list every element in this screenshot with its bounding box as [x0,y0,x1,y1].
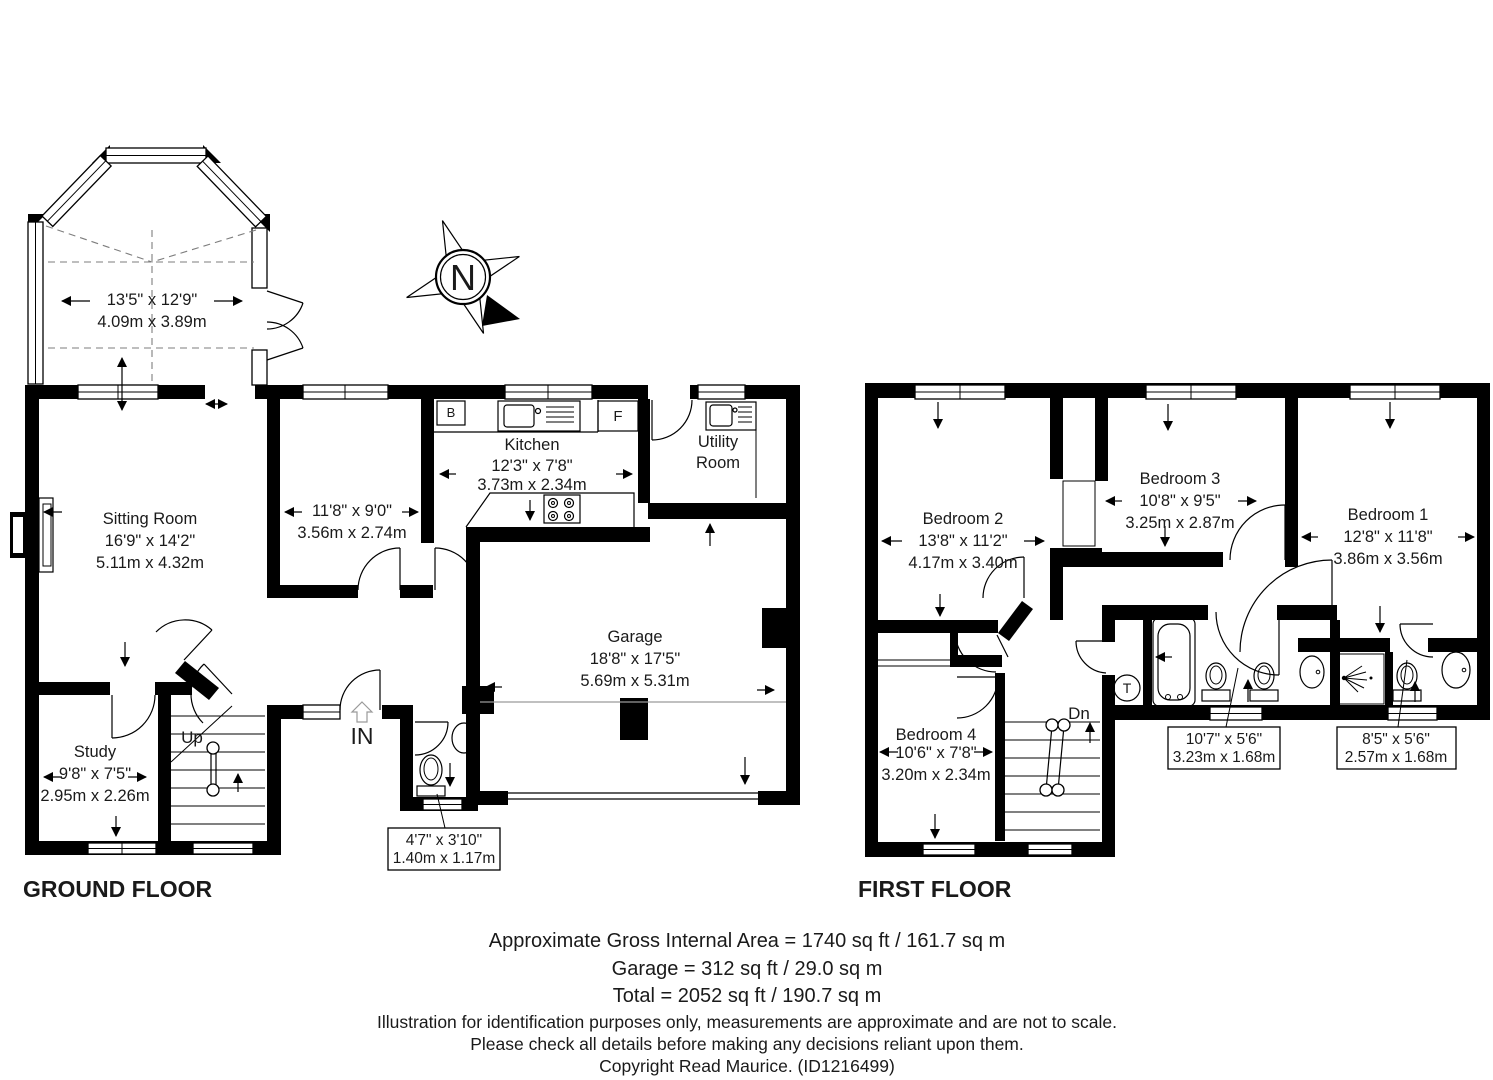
bedroom-4-dims-imperial: 10'6" x 7'8" [895,744,977,762]
garage-dims-imperial: 18'8" x 17'5" [589,650,681,668]
dining-room-dims-metric: 3.56m x 2.74m [297,524,407,542]
entrance-arrow-icon [352,702,372,722]
ensuite-dims-metric: 2.57m x 1.68m [1344,749,1448,766]
compass-north-label: N [450,257,476,298]
dining-room-dims-imperial: 11'8" x 9'0" [311,502,393,520]
first-floor-plan [858,383,1490,902]
utility-room-name-line2: Room [695,454,741,472]
door-icon [358,548,400,590]
bay-window-room [28,145,303,385]
shower-icon [1338,654,1384,704]
bedroom-1-name: Bedroom 1 [1347,506,1429,524]
bedroom-3-name: Bedroom 3 [1139,470,1221,488]
bath-icon [1153,618,1195,706]
bedroom-3-dims-metric: 3.25m x 2.87m [1125,514,1235,532]
bedroom-1-dims-imperial: 12'8" x 11'8" [1343,528,1433,546]
kitchen-dims-imperial: 12'3" x 7'8" [491,457,573,475]
cupboard-door-icon [1076,641,1108,673]
toilet-icon [417,755,445,796]
bay-room-dims-metric: 4.09m x 3.89m [97,313,207,331]
garage-name: Garage [607,628,663,646]
bathroom-dims-metric: 3.23m x 1.68m [1172,749,1276,766]
bedroom-2-dims-imperial: 13'8" x 11'2" [918,532,1008,550]
footer-copyright: Copyright Read Maurice. (ID1216499) [599,1056,895,1076]
north-compass-icon [386,200,540,354]
boiler-label: B [446,405,456,420]
ground-floor-walls [25,385,800,855]
wc-dims-imperial: 4'7" x 3'10" [405,832,483,849]
study-dims-imperial: 9'8" x 7'5" [58,765,132,783]
basin-icon [1300,656,1324,688]
footer-area-line2: Garage = 312 sq ft / 29.0 sq m [611,958,883,980]
bathroom-dims-imperial: 10'7" x 5'6" [1185,731,1263,748]
basin-icon [1442,652,1470,688]
footer-disclaimer-line1: Illustration for identification purposes only, measurements are approximate and are not to scale. [377,1012,1117,1032]
toilet-icon [1202,663,1230,701]
bedroom-2-dims-metric: 4.17m x 3.40m [908,554,1018,572]
study-name: Study [73,743,117,761]
garage-dims-metric: 5.69m x 5.31m [580,672,690,690]
bay-room-dims-imperial: 13'5" x 12'9" [106,291,198,309]
window-icon [252,228,267,288]
bedroom-2-name: Bedroom 2 [922,510,1004,528]
footer-area-line3: Total = 2052 sq ft / 190.7 sq m [612,985,882,1007]
ensuite-dims-imperial: 8'5" x 5'6" [1362,731,1430,748]
wardrobe-front [873,660,950,666]
entrance-label: IN [350,723,374,749]
fridge-label: F [613,408,623,425]
utility-room-name-line1: Utility [697,433,739,451]
door-icon [652,400,692,440]
sitting-room-name: Sitting Room [102,510,198,528]
sitting-room-dims-imperial: 16'9" x 14'2" [104,532,196,550]
wc-dims-metric: 1.40m x 1.17m [392,850,496,867]
garage-door-icon [508,793,758,799]
stairs-up-icon [171,706,265,824]
stairs-down-icon [1005,719,1100,830]
bedroom-1-dims-metric: 3.86m x 3.56m [1333,550,1443,568]
hob-icon [544,495,580,523]
sink-icon [498,401,580,431]
french-doors-icon [267,291,303,360]
stairs-up-label: Up [181,728,203,747]
first-floor-title: FIRST FLOOR [858,876,1012,902]
door-icon [112,695,155,738]
footer-disclaimer-line2: Please check all details before making any decisions reliant upon them. [470,1034,1024,1054]
sitting-room-dims-metric: 5.11m x 4.32m [96,554,204,572]
stairs-down-label: Dn [1068,704,1090,723]
ground-floor-plan [10,145,800,902]
counter-line [466,493,634,527]
tank-label: T [1122,680,1132,696]
footer-area-line1: Approximate Gross Internal Area = 1740 sq ft / 161.7 sq m [488,930,1006,952]
door-icon [957,677,998,718]
bedroom-3-dims-imperial: 10'8" x 9'5" [1139,492,1221,510]
toilet-icon [1393,663,1421,701]
kitchen-name: Kitchen [504,436,560,454]
bedroom-4-dims-metric: 3.20m x 2.34m [881,766,991,784]
door-icon [415,722,448,755]
bedroom-4-name: Bedroom 4 [895,726,977,744]
ground-floor-fixtures [10,400,786,824]
kitchen-dims-metric: 3.73m x 2.34m [477,476,587,494]
door-icon [1230,505,1285,560]
first-floor-walls [865,383,1490,857]
footer-text [377,930,1117,1076]
landing-diagonal-wall [998,601,1033,641]
window-icon [252,350,267,385]
cupboard [1063,481,1095,546]
ground-floor-title: GROUND FLOOR [23,876,213,902]
study-dims-metric: 2.95m x 2.26m [40,787,150,805]
bidet-icon [1250,663,1278,701]
